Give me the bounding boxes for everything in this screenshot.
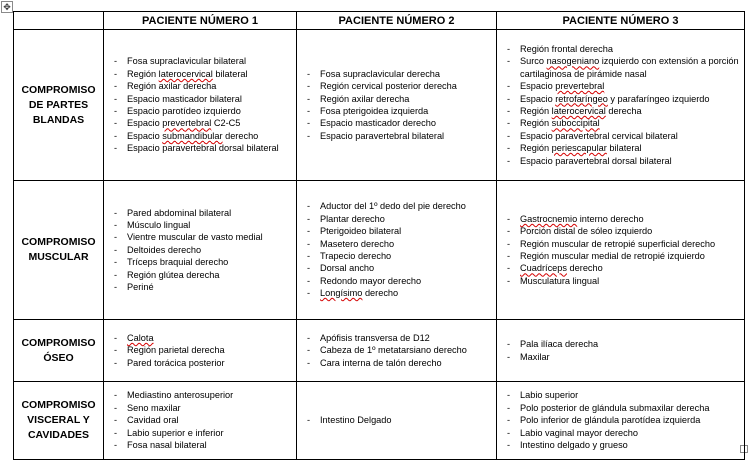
- list-item: - Fosa supraclavicular derecha: [307, 68, 496, 80]
- header-patient-3: PACIENTE NÚMERO 3: [497, 12, 745, 30]
- list-item: - Fosa nasal bilateral: [114, 439, 296, 451]
- cell: [297, 30, 497, 181]
- cell: [104, 320, 297, 382]
- list-item: - Masetero derecho: [307, 238, 496, 250]
- list-item: - Región laterocervical bilateral: [114, 68, 296, 80]
- list-item: - Pared abdominal bilateral: [114, 207, 296, 219]
- list-item: - Espacio prevertebral C2-C5: [114, 117, 296, 129]
- list-item: - Región axilar derecha: [114, 80, 296, 92]
- list-item: - Espacio paravertebral cervical bilateral: [507, 130, 744, 142]
- list-item: - Región periescapular bilateral: [507, 142, 744, 154]
- list-item: - Región muscular de retropié superficial derecho: [507, 238, 744, 250]
- list-item: - Intestino Delgado: [307, 414, 496, 426]
- list-item: - Porción distal de sóleo izquierdo: [507, 225, 744, 237]
- list-item: - Pala ilíaca derecha: [507, 338, 744, 350]
- list-item: - Fosa supraclavicular bilateral: [114, 55, 296, 67]
- list-item: - Labio superior: [507, 389, 744, 401]
- list-item: - Cabeza de 1º metatarsiano derecho: [307, 344, 496, 356]
- cell: [297, 382, 497, 460]
- list-item: - Labio vaginal mayor derecho: [507, 427, 744, 439]
- list-item: - Músculo lingual: [114, 219, 296, 231]
- list-item: - Región parietal derecha: [114, 344, 296, 356]
- list-item: - Trapecio derecho: [307, 250, 496, 262]
- row-label: COMPROMISO VISCERAL Y CAVIDADES: [14, 382, 104, 460]
- list-item: - Región glútea derecha: [114, 269, 296, 281]
- cell: [497, 320, 745, 382]
- list-item: - Dorsal ancho: [307, 262, 496, 274]
- cell: [497, 30, 745, 181]
- list-item: - Vientre muscular de vasto medial: [114, 231, 296, 243]
- list-item: - Labio superior e inferior: [114, 427, 296, 439]
- list-item: - Región laterocervical derecha: [507, 105, 744, 117]
- list-item: - Plantar derecho: [307, 213, 496, 225]
- cell: [104, 382, 297, 460]
- row-label: COMPROMISO MUSCULAR: [14, 181, 104, 320]
- list-item: - Aductor del 1º dedo del pie derecho: [307, 200, 496, 212]
- list-item: - Polo inferior de glándula parotídea izquierda: [507, 414, 744, 426]
- list-item: - Región frontal derecha: [507, 43, 744, 55]
- list-item: - Tríceps braquial derecho: [114, 256, 296, 268]
- list-item: - Cuadríceps derecho: [507, 262, 744, 274]
- list-item: - Espacio paravertebral dorsal bilateral: [114, 142, 296, 154]
- list-item: - Maxilar: [507, 351, 744, 363]
- row-muscular: [14, 181, 745, 320]
- list-item: - Pared torácica posterior: [114, 357, 296, 369]
- list-item: - Espacio prevertebral: [507, 80, 744, 92]
- list-item: - Región axilar derecha: [307, 93, 496, 105]
- list-item: - Mediastino anterosuperior: [114, 389, 296, 401]
- list-item: - Seno maxilar: [114, 402, 296, 414]
- list-item: - Espacio paravertebral bilateral: [307, 130, 496, 142]
- cell: [297, 181, 497, 320]
- list-item: - Longísimo derecho: [307, 287, 496, 299]
- list-item: - Redondo mayor derecho: [307, 275, 496, 287]
- list-item: - Calota: [114, 332, 296, 344]
- list-item: - Región muscular medial de retropié izquierdo: [507, 250, 744, 262]
- list-item: - Polo posterior de glándula submaxilar derecha: [507, 402, 744, 414]
- row-oseo: [14, 320, 745, 382]
- row-label: COMPROMISO DE PARTES BLANDAS: [14, 30, 104, 181]
- list-item: - Espacio masticador derecho: [307, 117, 496, 129]
- header-patient-1: PACIENTE NÚMERO 1: [104, 12, 297, 30]
- list-item: - Espacio masticador bilateral: [114, 93, 296, 105]
- list-item: - Intestino delgado y grueso: [507, 439, 744, 451]
- list-item: - Espacio parotídeo izquierdo: [114, 105, 296, 117]
- list-item: - Espacio retrofaríngeo y parafaríngeo izquierdo: [507, 93, 744, 105]
- header-patient-2: PACIENTE NÚMERO 2: [297, 12, 497, 30]
- list-item: - Espacio submandibular derecho: [114, 130, 296, 142]
- list-item: - Periné: [114, 281, 296, 293]
- list-item: - Cavidad oral: [114, 414, 296, 426]
- cell: [497, 181, 745, 320]
- cell: [497, 382, 745, 460]
- cell: [104, 30, 297, 181]
- list-item: - Apófisis transversa de D12: [307, 332, 496, 344]
- list-item: - Pterigoideo bilateral: [307, 225, 496, 237]
- comparison-table: [13, 11, 745, 460]
- row-partes-blandas: [14, 30, 745, 181]
- corner-cell: [14, 12, 104, 30]
- cell: [297, 320, 497, 382]
- list-item: - Fosa pterigoidea izquierda: [307, 105, 496, 117]
- list-item: - Región cervical posterior derecha: [307, 80, 496, 92]
- header-row: [14, 12, 745, 30]
- list-item: - Gastrocnemio interno derecho: [507, 213, 744, 225]
- list-item: - Surco nasogeniano izquierdo con extensión a porción cartilaginosa de pirámide nasal: [507, 55, 744, 80]
- list-item: - Cara interna de talón derecho: [307, 357, 496, 369]
- row-visceral: [14, 382, 745, 460]
- list-item: - Espacio paravertebral dorsal bilateral: [507, 155, 744, 167]
- list-item: - Musculatura lingual: [507, 275, 744, 287]
- list-item: - Región suboccipital: [507, 117, 744, 129]
- table-move-handle-icon[interactable]: ✥: [1, 1, 13, 13]
- list-item: - Deltoides derecho: [114, 244, 296, 256]
- row-label: COMPROMISO ÓSEO: [14, 320, 104, 382]
- cell: [104, 181, 297, 320]
